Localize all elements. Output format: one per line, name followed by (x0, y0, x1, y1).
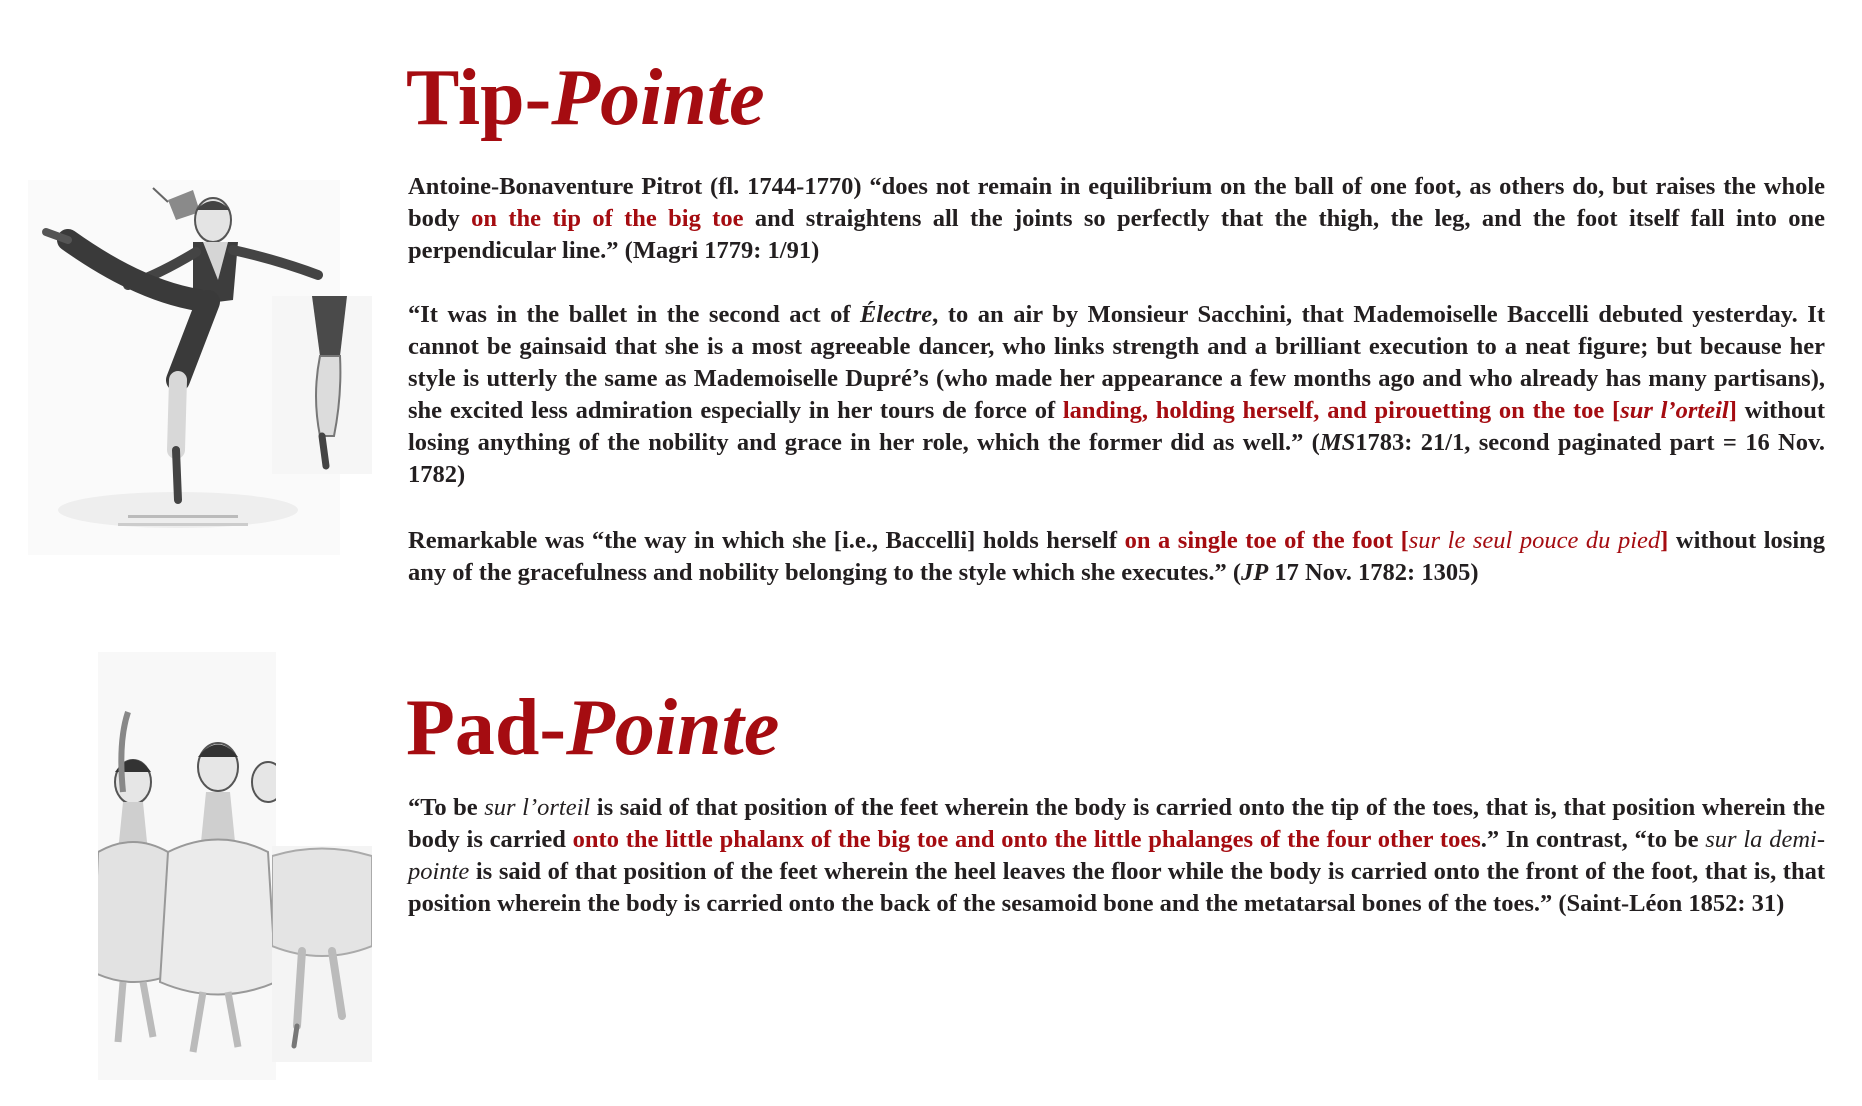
highlight-italic: sur le seul pouce du pied (1408, 527, 1661, 554)
italic-source: JP (1241, 559, 1269, 586)
heading-pad-plain: Pad- (406, 684, 566, 772)
italic-term: sur la demi-pointe (408, 826, 1825, 885)
dancers-group-illustration (98, 652, 276, 1080)
heading-tip-pointe (406, 54, 765, 142)
quote-baccelli (408, 525, 1825, 589)
heading-pad-pointe (406, 684, 780, 772)
quote-text: , to an air by Monsieur Sacchini, that Mademoiselle Baccelli debuted yesterday. It cannot be gainsaid that she is a most agreeable dancer, who links strength and a brilliant execution to a neat figure; but because her style is utterly the same as Mademoiselle Dupré’s (who made her appearance a few months ago and who already has many partisans), she excited less admiration especially in her tours de force of (408, 301, 1825, 424)
quote-text: is said of that position of the feet wherein the body is carried onto the tip of the toes, that is, that position wherein the body is carried (408, 794, 1826, 853)
quote-text: is said of that position of the feet wherein the heel leaves the floor while the body is carried onto the front of the foot, that is, that position wherein the body is carried onto the back of the sesamoid bone and the metatarsal bones of the toes.” (Saint-Léon 1852: 31) (408, 858, 1825, 917)
quote-saint-leon (408, 792, 1825, 920)
dancer-legs-illustration (272, 296, 372, 474)
highlight-text: on a single toe of the foot [ (1124, 527, 1409, 554)
heading-pad-italic: Pointe (566, 684, 780, 772)
heading-tip-italic: Pointe (551, 54, 765, 142)
quote-electre (408, 299, 1825, 491)
highlight-text: landing, holding herself, and pirouetting on the toe [ (1062, 397, 1621, 424)
italic-source: MS (1319, 429, 1356, 456)
quote-text: “It was in the ballet in the second act of (408, 301, 861, 328)
italic-title: Électre (860, 301, 933, 328)
quote-text: 17 Nov. 1782: 1305) (1268, 559, 1479, 586)
quote-text: without losing anything of the nobility and grace in her role, which the former did as well.” ( (408, 397, 1825, 456)
highlight-text: ] (1728, 397, 1737, 424)
heading-tip-plain: Tip- (406, 54, 552, 142)
quote-text: 1783: 21/1, second paginated part = 16 Nov. 1782) (408, 429, 1825, 488)
highlight-text: ] (1660, 527, 1669, 554)
highlight-text: on the tip of the big toe (471, 205, 744, 232)
dancer-feet-illustration (272, 846, 372, 1062)
quote-text: Remarkable was “the way in which she [i.e., Baccelli] holds herself (408, 527, 1125, 554)
quote-text: .” In contrast, “to be (1480, 826, 1706, 853)
highlight-text: onto the little phalanx of the big toe and onto the little phalanges of the four other toes (572, 826, 1481, 853)
quote-text: and straightens all the joints so perfectly that the thigh, the leg, and the foot itself fall into one perpendicular line.” (Magri 1779: 1/91) (408, 205, 1825, 264)
italic-term: sur l’orteil (484, 794, 591, 821)
quote-text: Antoine-Bonaventure Pitrot (fl. 1744-1770) “does not remain in equilibrium on the ball of one foot, as others do, but raises the whole body (408, 173, 1825, 232)
quote-text: without losing any of the gracefulness and nobility belonging to the style which she executes.” ( (408, 527, 1826, 586)
quote-pitrot (408, 171, 1825, 267)
highlight-italic: sur l’orteil (1620, 397, 1729, 424)
quote-text: “To be (408, 794, 485, 821)
